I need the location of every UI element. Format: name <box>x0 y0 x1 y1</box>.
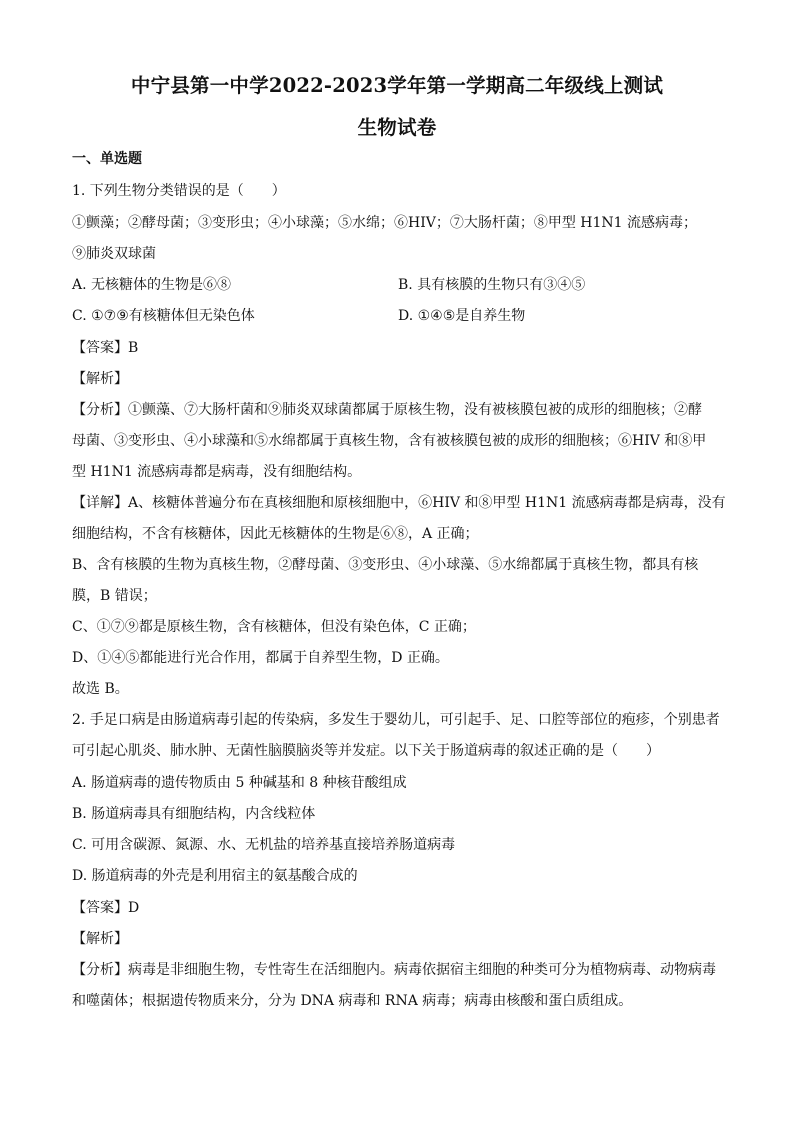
q1-detail-tag: 【详解】 <box>72 495 128 511</box>
q1-detail-line3: B、含有核膜的生物为真核生物，②酵母菌、③变形虫、④小球藻、⑤水绵都属于真核生物，都具有核 <box>72 557 699 573</box>
q1-analysis-line3: 型 H1N1 流感病毒都是病毒，没有细胞结构。 <box>72 464 362 480</box>
q2-analysis-label: 【解析】 <box>72 931 128 947</box>
page-title: 中宁县第一中学2022-2023学年第一学期高二年级线上测试 <box>130 74 664 97</box>
q2-option-c: C. 可用含碳源、氮源、水、无机盐的培养基直接培养肠道病毒 <box>72 837 456 853</box>
q2-analysis-line1 <box>72 961 716 979</box>
q1-stem: 1. 下列生物分类错误的是（ ） <box>72 183 286 199</box>
q1-items-line2: ⑨肺炎双球菌 <box>72 246 156 262</box>
q2-answer: 【答案】D <box>72 900 140 916</box>
q1-detail-line6: D、①④⑤都能进行光合作用，都属于自养型生物，D 正确。 <box>72 650 449 666</box>
q1-conclusion: 故选 B。 <box>72 681 129 697</box>
q1-items-line1: ①颤藻；②酵母菌；③变形虫；④小球藻；⑤水绵；⑥HIV；⑦大肠杆菌；⑧甲型 H1N1 流感病毒； <box>72 215 698 231</box>
q1-option-b: B. 具有核膜的生物只有③④⑤ <box>398 277 586 293</box>
q2-analysis-tag: 【分析】 <box>72 962 128 978</box>
q2-analysis-line2: 和噬菌体；根据遗传物质来分，分为 DNA 病毒和 RNA 病毒；病毒由核酸和蛋白质组成。 <box>72 993 633 1009</box>
q1-analysis-line1 <box>72 401 702 419</box>
q1-analysis-label: 【解析】 <box>72 371 128 387</box>
q2-analysis-text1: 病毒是非细胞生物，专性寄生在活细胞内。病毒依据宿主细胞的种类可分为植物病毒、动物病毒 <box>128 962 716 978</box>
q1-analysis-text1: ①颤藻、⑦大肠杆菌和⑨肺炎双球菌都属于原核生物，没有被核膜包被的成形的细胞核；②酵 <box>128 402 702 418</box>
q2-stem-line1: 2. 手足口病是由肠道病毒引起的传染病，多发生于婴幼儿，可引起手、足、口腔等部位的疱疹，个别患者 <box>72 712 720 728</box>
q1-detail-text1: A、核糖体普遍分布在真核细胞和原核细胞中，⑥HIV 和⑧甲型 H1N1 流感病毒都是病毒，没有 <box>128 495 726 511</box>
q1-detail-line5: C、①⑦⑨都是原核生物，含有核糖体，但没有染色体，C 正确； <box>72 619 476 635</box>
q2-stem-line2: 可引起心肌炎、肺水肿、无菌性脑膜脑炎等并发症。以下关于肠道病毒的叙述正确的是（ ） <box>72 743 660 759</box>
section-heading: 一、单选题 <box>72 151 142 167</box>
q1-option-c: C. ①⑦⑨有核糖体但无染色体 <box>72 308 255 324</box>
q2-option-d: D. 肠道病毒的外壳是利用宿主的氨基酸合成的 <box>72 868 358 884</box>
q2-option-a: A. 肠道病毒的遗传物质由 5 种碱基和 8 种核苷酸组成 <box>72 775 407 791</box>
q1-option-d: D. ①④⑤是自养生物 <box>398 308 526 324</box>
q1-option-a: A. 无核糖体的生物是⑥⑧ <box>72 277 232 293</box>
q2-option-b: B. 肠道病毒具有细胞结构，内含线粒体 <box>72 806 316 822</box>
q1-answer: 【答案】B <box>72 340 139 356</box>
q1-detail-line4: 膜，B 错误； <box>72 588 157 604</box>
q1-detail-line1 <box>72 494 726 512</box>
page-subtitle: 生物试卷 <box>357 116 437 139</box>
q1-analysis-line2: 母菌、③变形虫、④小球藻和⑤水绵都属于真核生物，含有被核膜包被的成形的细胞核；⑥HIV 和⑧甲 <box>72 433 707 449</box>
q1-detail-line2: 细胞结构，不含有核糖体，因此无核糖体的生物是⑥⑧，A 正确； <box>72 526 479 542</box>
q1-analysis-tag: 【分析】 <box>72 402 128 418</box>
